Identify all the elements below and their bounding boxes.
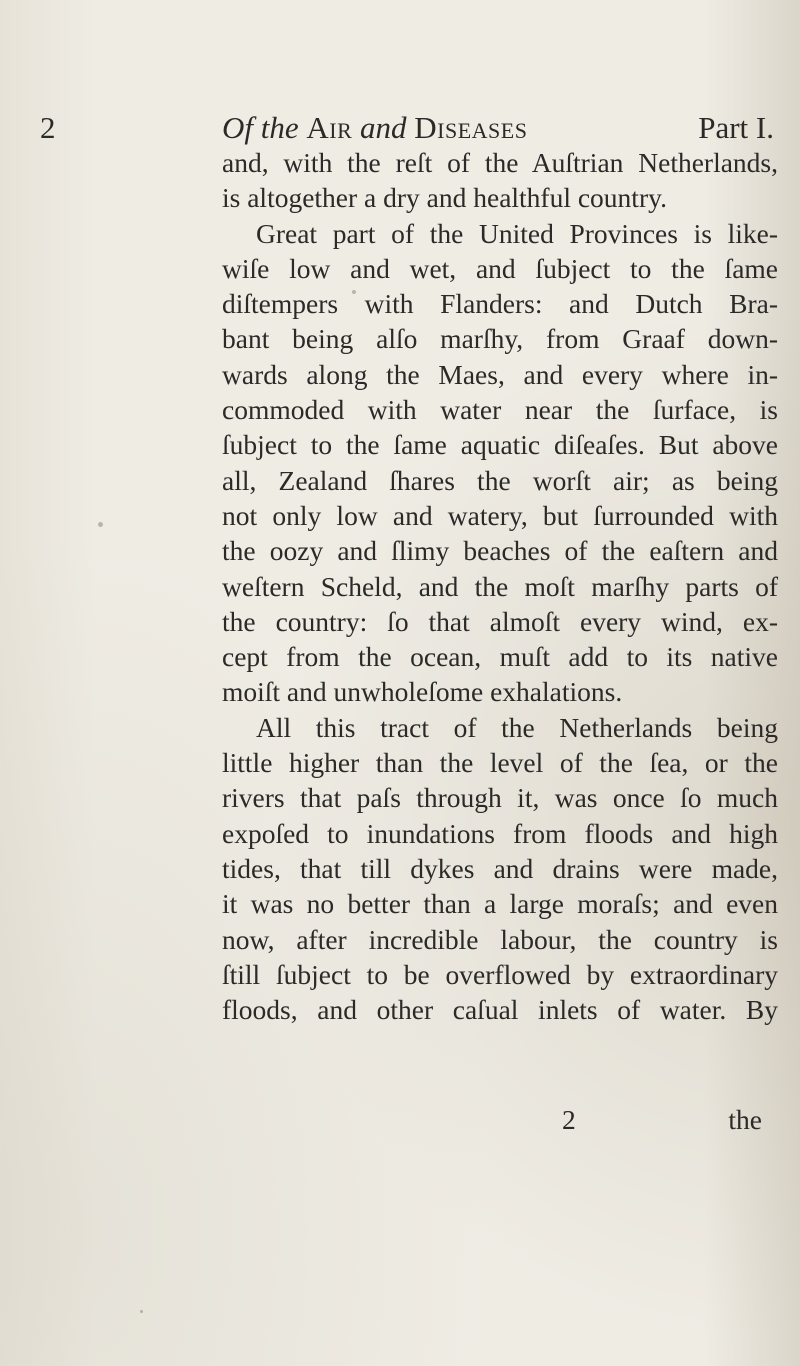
page-number: 2: [40, 110, 56, 145]
running-head-title: [222, 110, 527, 146]
text-line: Great part of the United Provinces is like-: [256, 217, 778, 249]
running-head-air: Air: [306, 110, 353, 145]
text-line: expoſed to inundations from floods and high: [222, 817, 778, 849]
catchword: the: [728, 1104, 762, 1135]
catchline: [222, 1104, 774, 1140]
text-line: not only low and watery, but ſurrounded with: [222, 499, 778, 531]
text-line: is altogether a dry and healthful country.: [222, 182, 667, 214]
text-line: diſtempers with Flanders: and Dutch Bra-: [222, 288, 778, 320]
paper-speck: [98, 522, 103, 527]
signature-mark: 2: [562, 1104, 576, 1135]
running-head-part: Part I.: [698, 110, 774, 145]
body-text: [222, 145, 778, 1027]
text-line: tides, that till dykes and drains were made,: [222, 852, 778, 884]
running-head-diseases: Diseases: [414, 110, 528, 145]
text-line: moiſt and unwholeſome exhalations.: [222, 676, 623, 708]
paper-speck: [352, 290, 356, 294]
text-line: all, Zealand ſhares the worſt air; as being: [222, 464, 778, 496]
text-line: wards along the Maes, and every where in-: [222, 358, 778, 390]
text-line: weſtern Scheld, and the moſt marſhy parts of: [222, 570, 778, 602]
running-head-and: and: [360, 110, 407, 145]
text-line: it was no better than a large moraſs; and even: [222, 888, 778, 920]
text-line: commoded with water near the ſurface, is: [222, 394, 778, 426]
running-head-of-the: Of the: [222, 110, 299, 145]
text-line: little higher than the level of the ſea, or the: [222, 747, 778, 779]
text-line: rivers that paſs through it, was once ſo much: [222, 782, 778, 814]
text-line: now, after incredible labour, the country is: [222, 923, 778, 955]
paper-speck: [140, 1310, 143, 1313]
text-line: ſubject to the ſame aquatic diſeaſes. But above: [222, 429, 778, 461]
text-line: All this tract of the Netherlands being: [256, 711, 778, 743]
running-head: [222, 110, 774, 150]
text-line: floods, and other caſual inlets of water. By: [222, 994, 778, 1026]
text-line: the country: ſo that almoſt every wind, ex-: [222, 605, 778, 637]
text-line: and, with the reſt of the Auſtrian Netherlands,: [222, 147, 778, 178]
text-line: cept from the ocean, muſt add to its native: [222, 641, 778, 673]
text-line: the oozy and ſlimy beaches of the eaſtern and: [222, 535, 778, 567]
text-line: ſtill ſubject to be overflowed by extraordinary: [222, 958, 778, 990]
text-line: bant being alſo marſhy, from Graaf down-: [222, 323, 778, 355]
text-line: wiſe low and wet, and ſubject to the ſame: [222, 252, 778, 284]
